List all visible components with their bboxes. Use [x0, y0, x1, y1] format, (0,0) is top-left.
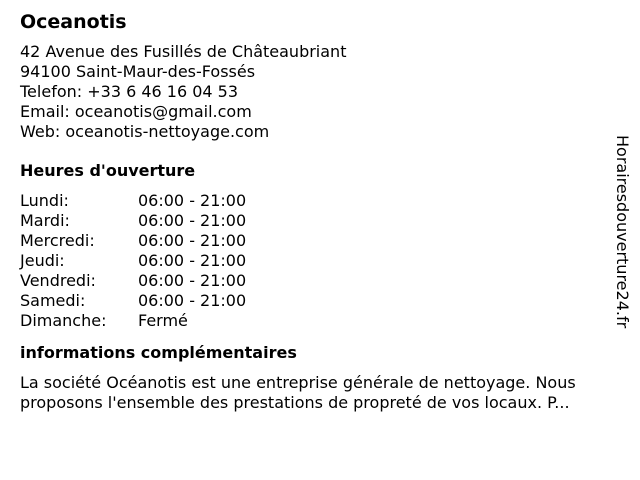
address-line-2: 94100 Saint-Maur-des-Fossés	[20, 62, 256, 81]
hours-heading: Heures d'ouverture	[20, 161, 196, 180]
hours-row-vendredi	[20, 271, 246, 291]
business-card	[20, 0, 610, 413]
web-line: Web: oceanotis-nettoyage.com	[20, 122, 270, 141]
time-value: 06:00 - 21:00	[138, 251, 247, 270]
phone-line: Telefon: +33 6 46 16 04 53	[20, 82, 239, 101]
day-label: Vendredi:	[20, 271, 96, 290]
day-label: Dimanche:	[20, 311, 107, 330]
time-value: 06:00 - 21:00	[138, 191, 247, 210]
hours-row-mercredi	[20, 231, 246, 251]
day-label: Samedi:	[20, 291, 86, 310]
day-label: Jeudi:	[20, 251, 65, 270]
time-value: 06:00 - 21:00	[138, 211, 247, 230]
site-watermark-text: Horairesdouverture24.fr	[613, 135, 632, 329]
address-line-1: 42 Avenue des Fusillés de Châteaubriant	[20, 42, 347, 61]
info-heading: informations complémentaires	[20, 343, 297, 362]
hours-row-samedi	[20, 291, 246, 311]
day-label: Lundi:	[20, 191, 69, 210]
time-value: Fermé	[138, 311, 188, 330]
day-label: Mercredi:	[20, 231, 95, 250]
time-value: 06:00 - 21:00	[138, 291, 247, 310]
day-label: Mardi:	[20, 211, 70, 230]
info-description: La société Océanotis est une entreprise générale de nettoyage. Nous proposons l'ensemble des prestations de propreté de vos locaux. P...	[20, 373, 576, 412]
business-name: Oceanotis	[20, 11, 127, 33]
hours-row-dimanche	[20, 311, 246, 331]
hours-row-mardi	[20, 211, 246, 231]
contact-block	[20, 42, 610, 142]
time-value: 06:00 - 21:00	[138, 271, 247, 290]
hours-row-lundi	[20, 191, 246, 211]
hours-row-jeudi	[20, 251, 246, 271]
email-line: Email: oceanotis@gmail.com	[20, 102, 252, 121]
opening-hours-table	[20, 191, 246, 331]
time-value: 06:00 - 21:00	[138, 231, 247, 250]
